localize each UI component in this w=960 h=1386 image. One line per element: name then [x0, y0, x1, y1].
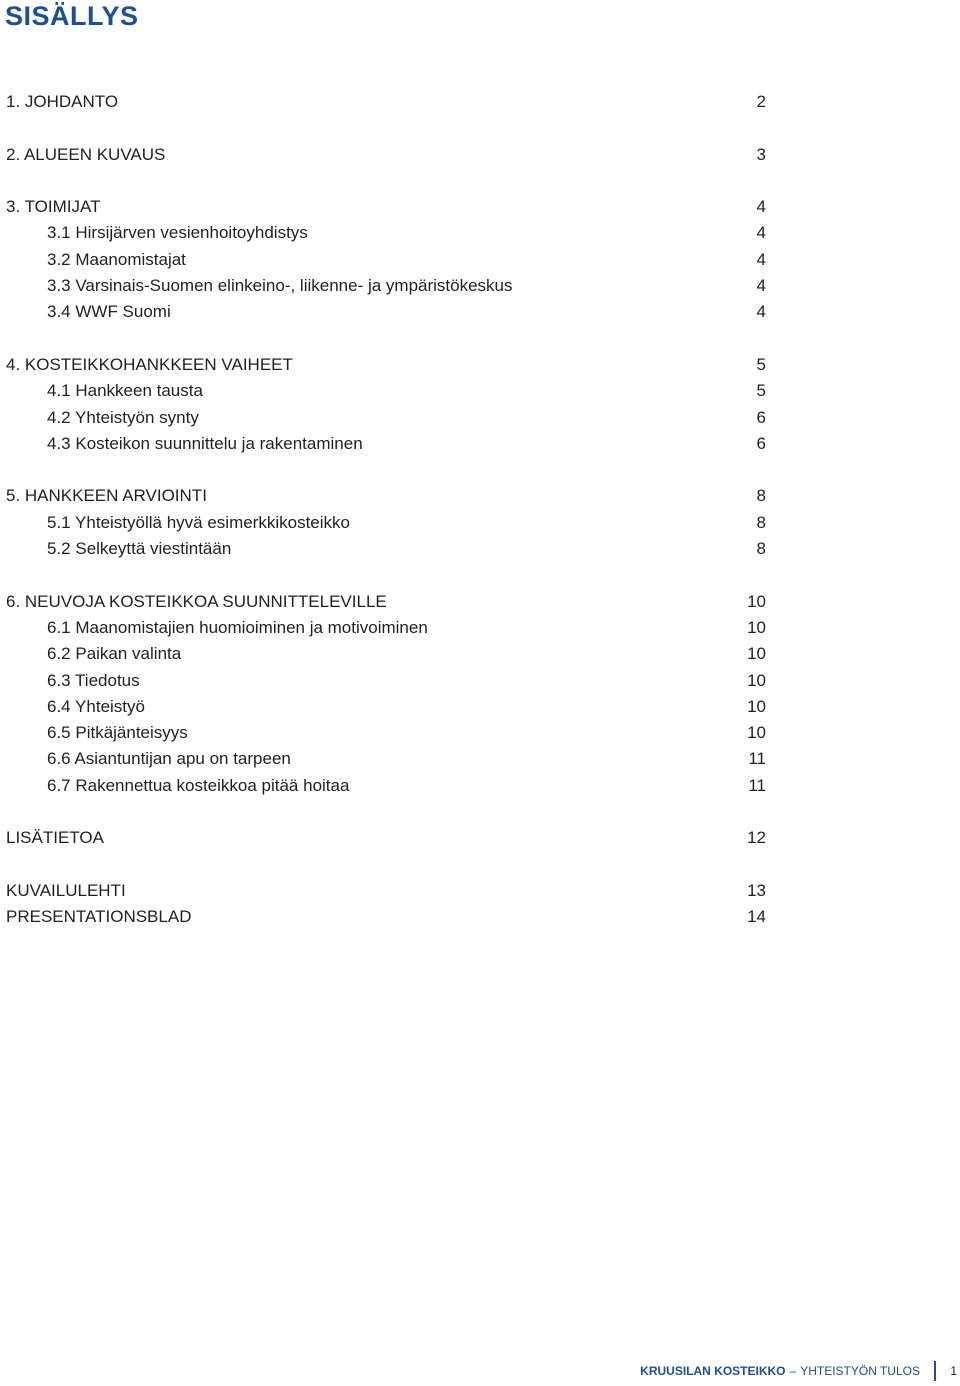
toc-entry[interactable] — [0, 773, 960, 799]
toc-entry[interactable] — [0, 378, 960, 404]
toc-entry-page: 14 — [747, 907, 766, 927]
toc-entry-page: 10 — [747, 696, 766, 716]
toc-entry[interactable] — [0, 904, 960, 930]
toc-entry-label: PRESENTATIONSBLAD — [6, 907, 192, 927]
toc-entry-label: 5.2 Selkeyttä viestintään — [47, 539, 232, 559]
toc-entry-page: 8 — [756, 512, 766, 532]
toc-entry-page: 12 — [747, 828, 766, 848]
toc-entry[interactable] — [0, 220, 960, 246]
toc-entry-page: 8 — [756, 539, 766, 559]
toc-entry[interactable] — [0, 299, 960, 325]
toc-entry-page: 10 — [747, 617, 766, 637]
toc-entry-page: 10 — [747, 591, 766, 611]
toc-entry-label: 4. KOSTEIKKOHANKKEEN VAIHEET — [6, 354, 293, 374]
toc-entry-label: 6. NEUVOJA KOSTEIKKOA SUUNNITTELEVILLE — [6, 591, 387, 611]
toc-entry-label: KUVAILULEHTI — [6, 880, 126, 900]
toc-entry-label: 3. TOIMIJAT — [6, 197, 101, 217]
toc-entry[interactable] — [0, 668, 960, 694]
toc-entry-label: 6.5 Pitkäjänteisyys — [47, 723, 188, 743]
footer-text — [640, 1359, 920, 1383]
toc-entry-label: 1. JOHDANTO — [6, 92, 119, 111]
toc-entry-label: LISÄTIETOA — [6, 828, 104, 848]
toc-entry[interactable] — [0, 273, 960, 299]
toc-entry-label: 6.1 Maanomistajien huomioiminen ja motivoiminen — [47, 617, 428, 637]
toc-entry-page: 11 — [748, 775, 766, 795]
toc-entry-page: 6 — [756, 407, 766, 427]
toc-entry-label: 6.4 Yhteistyö — [47, 696, 145, 716]
toc-entry[interactable] — [0, 405, 960, 431]
toc-entry[interactable] — [0, 142, 960, 168]
footer-page-number: 1 — [950, 1364, 957, 1378]
toc-entry-label: 6.2 Paikan valinta — [47, 644, 182, 664]
toc-entry-page: 5 — [756, 381, 766, 401]
toc-entry-label: 4.1 Hankkeen tausta — [47, 381, 203, 401]
toc-entry-label: 3.4 WWF Suomi — [47, 302, 171, 322]
toc-entry[interactable] — [0, 589, 960, 615]
toc-entry-label: 6.6 Asiantuntijan apu on tarpeen — [47, 749, 291, 769]
toc-entry[interactable] — [0, 194, 960, 220]
toc-entry-label: 4.3 Kosteikon suunnittelu ja rakentaminen — [47, 433, 363, 453]
toc-entry-page: 6 — [756, 433, 766, 453]
table-of-contents — [0, 89, 960, 931]
toc-entry[interactable] — [0, 825, 960, 851]
toc-entry[interactable] — [0, 641, 960, 667]
toc-entry-label: 6.7 Rakennettua kosteikkoa pitää hoitaa — [47, 775, 350, 795]
toc-entry-label: 3.2 Maanomistajat — [47, 249, 186, 269]
toc-entry-page: 13 — [747, 880, 766, 900]
toc-entry[interactable] — [0, 536, 960, 562]
toc-entry-page: 11 — [748, 749, 766, 769]
toc-entry[interactable] — [0, 615, 960, 641]
toc-entry[interactable] — [0, 720, 960, 746]
toc-entry-page: 3 — [756, 144, 766, 164]
toc-entry-page: 8 — [756, 486, 766, 506]
toc-entry-page: 10 — [747, 644, 766, 664]
toc-entry[interactable] — [0, 878, 960, 904]
toc-entry[interactable] — [0, 694, 960, 720]
toc-entry[interactable] — [0, 89, 960, 115]
toc-entry[interactable] — [0, 510, 960, 536]
toc-entry-page: 5 — [756, 354, 766, 374]
toc-entry[interactable] — [0, 483, 960, 509]
footer-separator: – — [789, 1364, 797, 1378]
page-title: SISÄLLYS — [5, 1, 139, 31]
toc-entry-page: 4 — [756, 276, 766, 296]
toc-entry-label: 3.3 Varsinais-Suomen elinkeino-, liikenne- ja ympäristökeskus — [47, 276, 513, 296]
toc-entry-label: 3.1 Hirsijärven vesienhoitoyhdistys — [47, 223, 308, 243]
toc-entry-page: 10 — [747, 670, 766, 690]
toc-entry-label: 2. ALUEEN KUVAUS — [6, 144, 166, 164]
toc-entry-page: 4 — [756, 223, 766, 243]
toc-entry-label: 6.3 Tiedotus — [47, 670, 140, 690]
toc-entry-page: 2 — [756, 92, 766, 111]
toc-entry[interactable] — [0, 352, 960, 378]
footer-subtitle: YHTEISTYÖN TULOS — [800, 1364, 920, 1378]
toc-entry-page: 4 — [756, 302, 766, 322]
toc-entry-label: 5. HANKKEEN ARVIOINTI — [6, 486, 207, 506]
toc-entry-page: 4 — [756, 197, 766, 217]
toc-entry[interactable] — [0, 746, 960, 772]
footer-divider — [934, 1361, 936, 1381]
footer-brand: KRUUSILAN KOSTEIKKO — [640, 1364, 786, 1378]
toc-entry[interactable] — [0, 247, 960, 273]
page-footer — [0, 1359, 960, 1383]
toc-entry[interactable] — [0, 431, 960, 457]
toc-entry-label: 4.2 Yhteistyön synty — [47, 407, 199, 427]
toc-entry-label: 5.1 Yhteistyöllä hyvä esimerkkikosteikko — [47, 512, 350, 532]
toc-entry-page: 4 — [756, 249, 766, 269]
toc-entry-page: 10 — [747, 723, 766, 743]
